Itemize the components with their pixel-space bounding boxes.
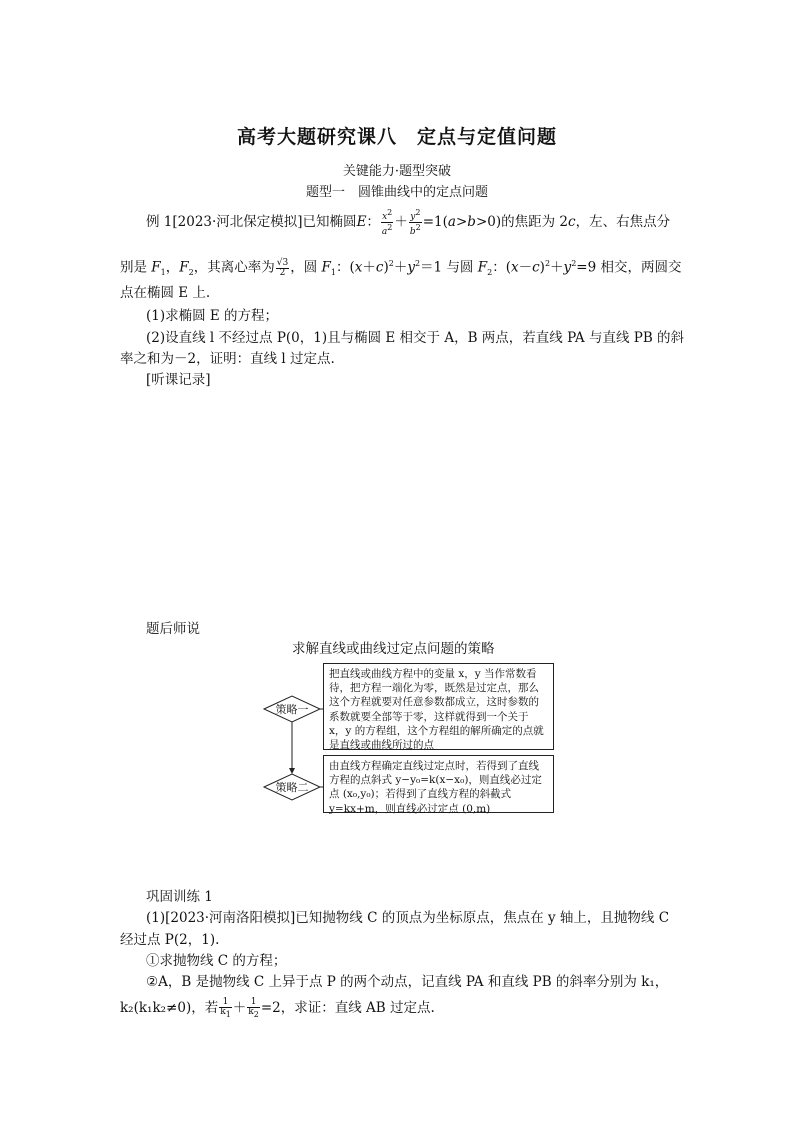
question-2-line-1: (2)设直线 l 不经过点 P(0，1)且与椭圆 E 相交于 A，B 两点，若直线 PA 与直线 PB 的斜	[146, 330, 685, 346]
practice-line-1: (1)[2023·河南洛阳模拟]已知抛物线 C 的顶点为坐标原点，焦点在 y 轴上，且抛物线 C	[146, 910, 670, 926]
practice-line-3: ①求抛物线 C 的方程；	[146, 953, 287, 969]
practice-line-5: k₂(k₁k₂≠0)，若 $\frac{1}{k_1}$ ＋ $\frac{1}{k_2}$ =2，求证：直线 AB 过定点.	[120, 997, 435, 1019]
after-label: 题后师说	[146, 621, 200, 637]
practice-label: 巩固训练 1	[146, 889, 213, 905]
practice-line-2: 经过点 P(2，1).	[120, 932, 220, 948]
strategy-2-label: 策略二	[275, 781, 309, 794]
example-line-2: 别是 $F_1$，$F_2$，其离心率为 $\frac{√3}{2}$ ，圆 $F_1$：$(x+c)^2+y^2=1$ 与圆 $F_2$：$(x-c)^2+y^2=9$ 相交，两圆交	[120, 257, 682, 278]
record-label: [听课记录]	[146, 372, 211, 388]
strategy-2-box: 由直线方程确定直线过定点时，若得到了直线方程的点斜式 y−y₀=k(x−x₀)，则直线必过定点 (x₀,y₀)；若得到了直线方程的斜截式 y=kx+m，则直线必过定点 (0,m)	[323, 755, 554, 813]
chart-title: 求解直线或曲线过定点问题的策略	[292, 641, 495, 657]
example-line-1: 例 1[2023·河北保定模拟]已知椭圆E： $\frac{x^2}{a^2}$ ＋ $\frac{y^2}{b^2}$ =1(a>b>0)的焦距为 2c，左、右焦点分	[146, 208, 671, 237]
page-title: 高考大题研究课八 定点与定值问题	[236, 126, 557, 148]
strategy-1-box: 把直线或曲线方程中的变量 x，y 当作常数看待，把方程一端化为零，既然是过定点，那么这个方程就要对任意参数都成立，这时参数的系数就要全部等于零，这样就得到一个关于 x，y 的方程组，这个方程组的解所确定的点就是直线或曲线所过的点	[323, 663, 554, 750]
question-1: (1)求椭圆 E 的方程；	[146, 308, 279, 324]
question-2-line-2: 率之和为－2，证明：直线 l 过定点.	[120, 351, 335, 367]
practice-line-4: ②A，B 是抛物线 C 上异于点 P 的两个动点，记直线 PA 和直线 PB 的斜率分别为 k₁，	[146, 974, 669, 990]
strategy-1-label: 策略一	[275, 703, 309, 716]
arrow-head	[289, 768, 295, 774]
example-line-3: 点在椭圆 E 上.	[120, 285, 211, 301]
type-heading: 题型一 圆锥曲线中的定点问题	[305, 185, 488, 200]
section-heading: 关键能力·题型突破	[342, 164, 452, 179]
